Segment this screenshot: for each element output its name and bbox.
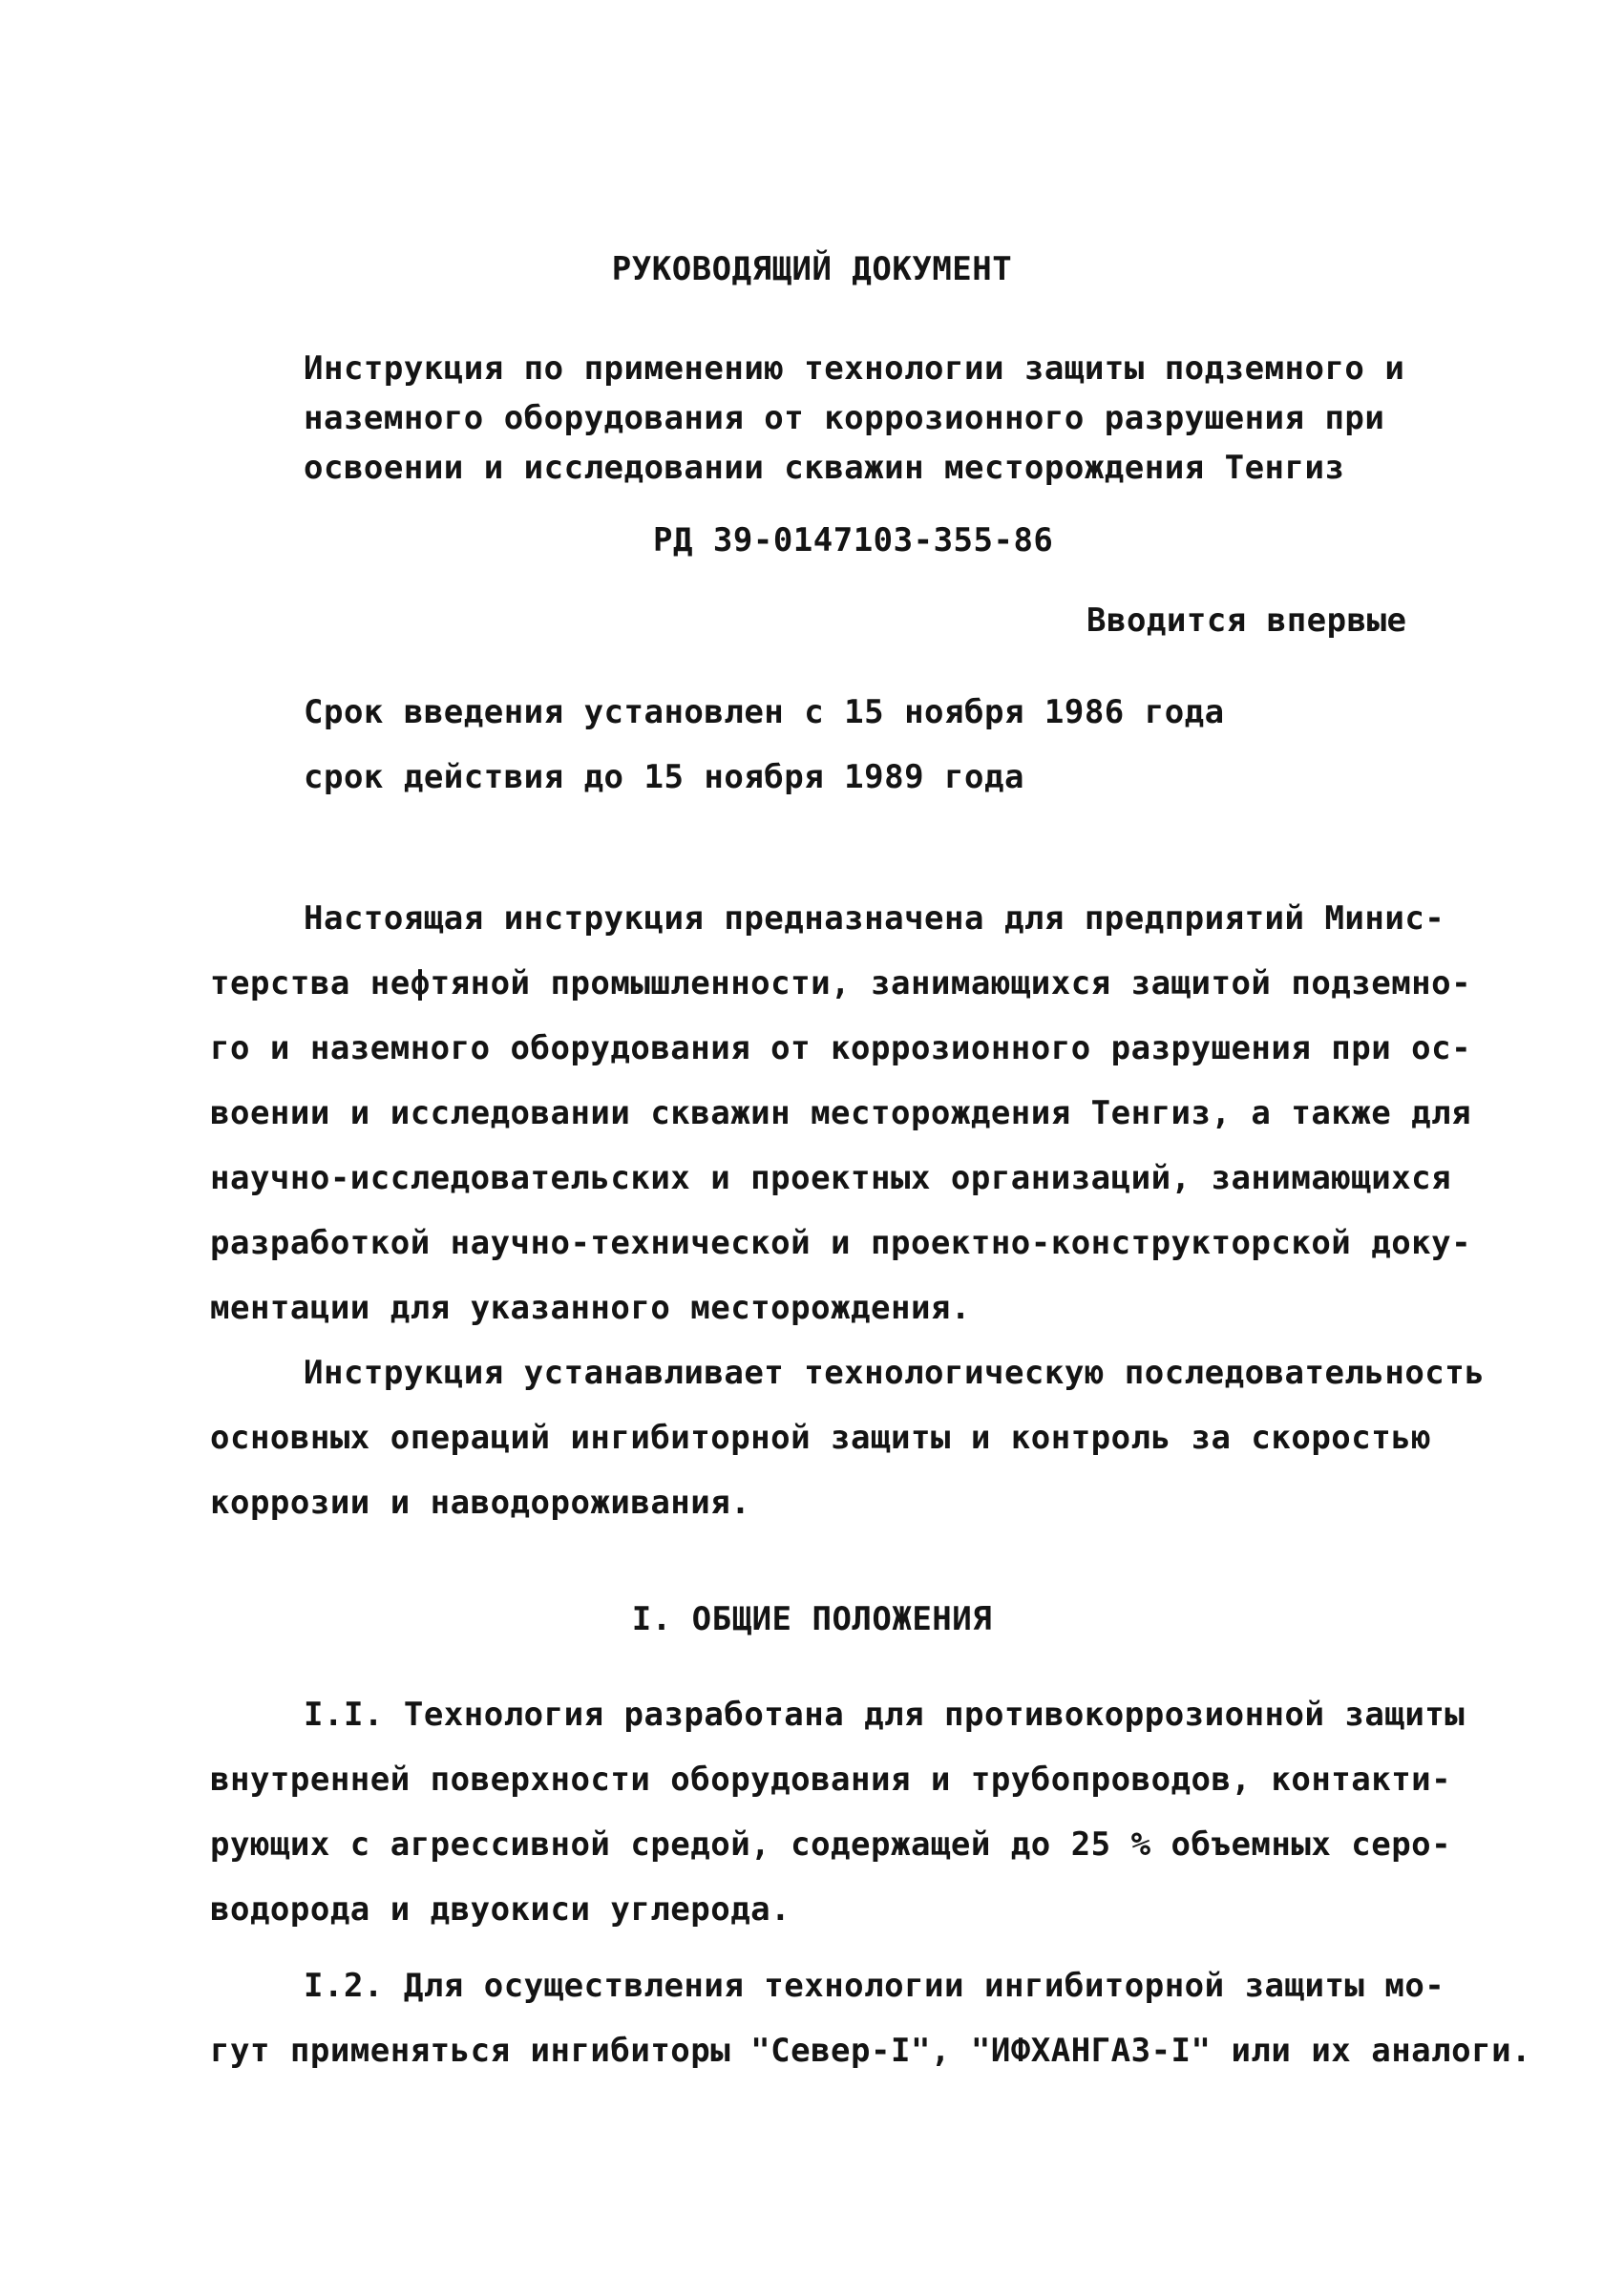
title-line-1: Инструкция по применению технологии защиты подземного и [304,349,1405,388]
document-type-heading: РУКОВОДЯЩИЙ ДОКУМЕНТ [611,250,1013,288]
clause-1-1-line-4: водорода и двуокиси углерода. [210,1890,791,1929]
preamble-paragraph-1-line-7: ментации для указанного месторождения. [210,1289,971,1327]
introduction-date: Срок введения установлен с 15 ноября 1986 года [304,693,1225,731]
preamble-paragraph-1-line-1: Настоящая инструкция предназначена для предприятий Минис- [304,899,1445,938]
title-line-3: освоении и исследовании скважин месторождения Тенгиз [304,449,1345,487]
clause-1-2-line-2: гут применяться ингибиторы "Север-I", "ИФХАНГАЗ-I" или их аналоги. [210,2032,1532,2070]
title-line-2: наземного оборудования от коррозионного разрушения при [304,399,1385,437]
preamble-paragraph-2-line-1: Инструкция устанавливает технологическую последовательность [304,1354,1486,1392]
clause-1-2-line-1: I.2. Для осуществления технологии ингибиторной защиты мо- [304,1967,1445,2005]
preamble-paragraph-2-line-2: основных операций ингибиторной защиты и контроль за скоростью [210,1419,1432,1457]
preamble-paragraph-1-line-5: научно-исследовательских и проектных организаций, занимающихся [210,1159,1452,1197]
preamble-paragraph-1-line-2: терства нефтяной промышленности, занимающихся защитой подземно- [210,964,1472,1002]
first-introduced-note: Вводится впервые [1086,601,1407,640]
clause-1-1-line-1: I.I. Технология разработана для противокоррозионной защиты [304,1696,1466,1734]
preamble-paragraph-1-line-3: го и наземного оборудования от коррозионного разрушения при ос- [210,1029,1472,1067]
clause-1-1-line-2: внутренней поверхности оборудования и трубопроводов, контакти- [210,1761,1452,1799]
document-number: РД 39-0147103-355-86 [653,521,1054,559]
preamble-paragraph-2-line-3: коррозии и наводороживания. [210,1484,751,1522]
preamble-paragraph-1-line-4: воении и исследовании скважин месторождения Тенгиз, а также для [210,1094,1472,1132]
preamble-paragraph-1-line-6: разработкой научно-технической и проектно-конструкторской доку- [210,1224,1472,1262]
validity-period: срок действия до 15 ноября 1989 года [304,758,1024,796]
clause-1-1-line-3: рующих с агрессивной средой, содержащей до 25 % объемных серо- [210,1825,1452,1864]
section-1-heading: I. ОБЩИЕ ПОЛОЖЕНИЯ [631,1600,993,1638]
